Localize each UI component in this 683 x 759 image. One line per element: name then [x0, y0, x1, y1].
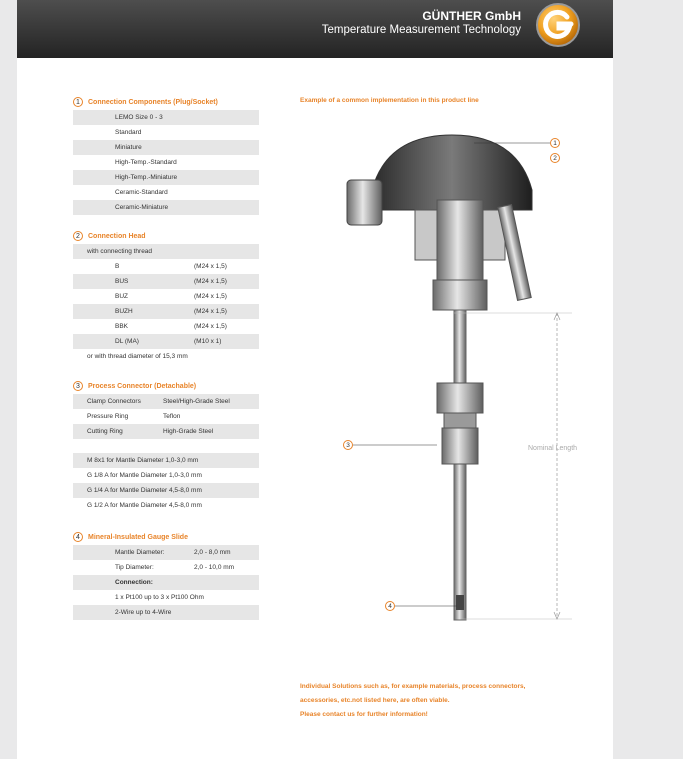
row-label: BBK [115, 323, 129, 330]
callout-1: 1 [550, 138, 560, 148]
row-label: High-Temp.-Standard [115, 159, 177, 166]
list-item [73, 140, 259, 155]
row-label: Ceramic-Miniature [115, 204, 169, 211]
section-gauge-slide [73, 531, 259, 620]
row-label: 2-Wire up to 4-Wire [115, 609, 172, 616]
row-label: G 1/2 A for Mantle Diameter 4,5-8,0 mm [87, 502, 202, 509]
table-row [73, 304, 259, 319]
row-label: Standard [115, 129, 142, 136]
table-row [73, 394, 259, 409]
footer-note [300, 680, 525, 722]
row-value: (M24 x 1,5) [194, 278, 227, 285]
table-row [73, 409, 259, 424]
table-row [73, 259, 259, 274]
section-number: 2 [73, 231, 83, 241]
footer-line: Individual Solutions such as, for example materials, process connectors, [300, 683, 526, 690]
row-label: Pressure Ring [87, 413, 129, 420]
company-tagline: Temperature Measurement Technology [321, 24, 521, 36]
table-row [73, 545, 259, 560]
table-row [73, 289, 259, 304]
row-value: 2,0 - 10,0 mm [194, 564, 235, 571]
row-label: High-Temp.-Miniature [115, 174, 178, 181]
row-label: Ceramic-Standard [115, 189, 168, 196]
section-title-text: Connection Components (Plug/Socket) [88, 98, 218, 106]
table-row [73, 319, 259, 334]
row-label: 1 x Pt100 up to 3 x Pt100 Ohm [115, 594, 204, 601]
list-item [73, 453, 259, 468]
footer-line: Please contact us for further information! [300, 711, 428, 718]
section-process-connector [73, 380, 259, 513]
thermometer-illustration [327, 120, 607, 640]
section-number: 4 [73, 532, 83, 542]
row-label: Clamp Connectors [87, 398, 141, 405]
table-row [73, 424, 259, 439]
callout-4: 4 [385, 601, 395, 611]
section-connection-head [73, 230, 259, 364]
section-number: 1 [73, 97, 83, 107]
row-value: (M24 x 1,5) [194, 293, 227, 300]
row-value: (M24 x 1,5) [194, 263, 227, 270]
table-row [73, 274, 259, 289]
list-item [73, 170, 259, 185]
section-title [73, 96, 259, 108]
example-title: Example of a common implementation in this product line [300, 97, 479, 104]
section-title [73, 380, 259, 392]
row-label: Mantle Diameter: [115, 549, 165, 556]
row-label: LEMO Size 0 - 3 [115, 114, 163, 121]
datasheet-page [17, 0, 613, 759]
row-label: Tip Diameter: [115, 564, 154, 571]
row-label: Connection: [115, 579, 153, 586]
row-value: 2,0 - 8,0 mm [194, 549, 231, 556]
list-item [73, 590, 259, 605]
list-item [73, 244, 259, 259]
list-item [73, 498, 259, 513]
row-value: (M24 x 1,5) [194, 323, 227, 330]
row-label: DL (MA) [115, 338, 139, 345]
row-value: (M10 x 1) [194, 338, 222, 345]
list-item [73, 110, 259, 125]
callout-3: 3 [343, 440, 353, 450]
row-label: M 8x1 for Mantle Diameter 1,0-3,0 mm [87, 457, 199, 464]
page-header [17, 0, 613, 58]
callout-2: 2 [550, 153, 560, 163]
list-item [73, 483, 259, 498]
list-item [73, 349, 259, 364]
row-label: Cutting Ring [87, 428, 123, 435]
list-item [73, 468, 259, 483]
section-connection-components [73, 96, 259, 215]
company-logo-icon [534, 1, 582, 49]
row-label: with connecting thread [87, 248, 153, 255]
row-label: B [115, 263, 120, 270]
list-item [73, 125, 259, 140]
section-number: 3 [73, 381, 83, 391]
footer-line: accessories, etc.not listed here, are often viable. [300, 697, 450, 704]
section-title [73, 531, 259, 543]
section-title-text: Connection Head [88, 232, 146, 240]
list-item [73, 575, 259, 590]
row-label: or with thread diameter of 15,3 mm [87, 353, 188, 360]
row-label: G 1/8 A for Mantle Diameter 1,0-3,0 mm [87, 472, 202, 479]
section-title-text: Mineral-Insulated Gauge Slide [88, 533, 188, 541]
row-value: (M24 x 1,5) [194, 308, 227, 315]
row-label: BUZ [115, 293, 128, 300]
section-title [73, 230, 259, 242]
table-row [73, 560, 259, 575]
row-label: G 1/4 A for Mantle Diameter 4,5-8,0 mm [87, 487, 202, 494]
section-title-text: Process Connector (Detachable) [88, 382, 197, 390]
table-row [73, 334, 259, 349]
list-item [73, 200, 259, 215]
row-label: Miniature [115, 144, 142, 151]
row-label: BUS [115, 278, 129, 285]
company-name: GÜNTHER GmbH [422, 9, 521, 23]
row-label: BUZH [115, 308, 133, 315]
list-item [73, 605, 259, 620]
nominal-length-label: Nominal Length [528, 445, 578, 452]
row-value: Steel/High-Grade Steel [163, 398, 230, 405]
row-value: High-Grade Steel [163, 428, 214, 435]
row-value: Teflon [163, 413, 181, 420]
list-item [73, 185, 259, 200]
list-item [73, 155, 259, 170]
